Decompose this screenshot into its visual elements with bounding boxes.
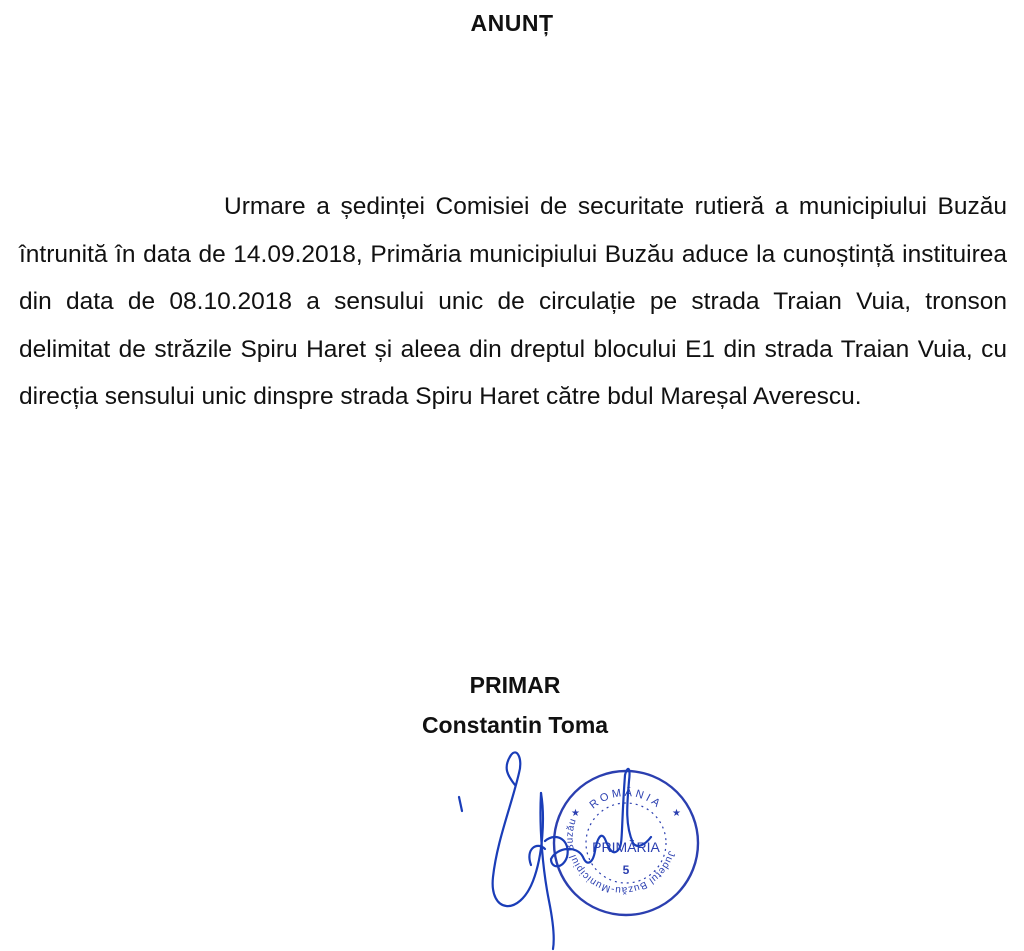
signatory-role: PRIMAR xyxy=(469,672,561,698)
announcement-title: ANUNȚ xyxy=(470,10,554,36)
stamp-star-icon-right: ★ xyxy=(672,808,681,819)
stamp-center-text: PRIMĂRIA xyxy=(592,839,660,855)
stamp-top-text: ROMÂNIA xyxy=(587,786,665,812)
stamp-star-icon: ★ xyxy=(571,808,580,819)
stamp-number: 5 xyxy=(622,863,630,877)
signatory-block xyxy=(300,665,730,745)
handwritten-signature xyxy=(445,745,665,951)
announcement-body: Urmare a ședinței Comisiei de securitate rutieră a municipiului Buzău întrunită în data de 14.09.2018, Primăria municipiului Buzău aduce la cunoștință instituirea din data de 08.10.2018 a sensului unic de circulație pe strada Traian Vuia, tronson delimitat de străzile Spiru Haret și aleea din dreptul blocului E1 din strada Traian Vuia, cu direcția sensului unic dinspre strada Spiru Haret către bdul Mareșal Averescu. xyxy=(19,193,1007,410)
stamp-ring-text: Județul Buzău-Municipiul Buzău xyxy=(564,816,677,896)
signatory-name: Constantin Toma xyxy=(421,712,609,738)
